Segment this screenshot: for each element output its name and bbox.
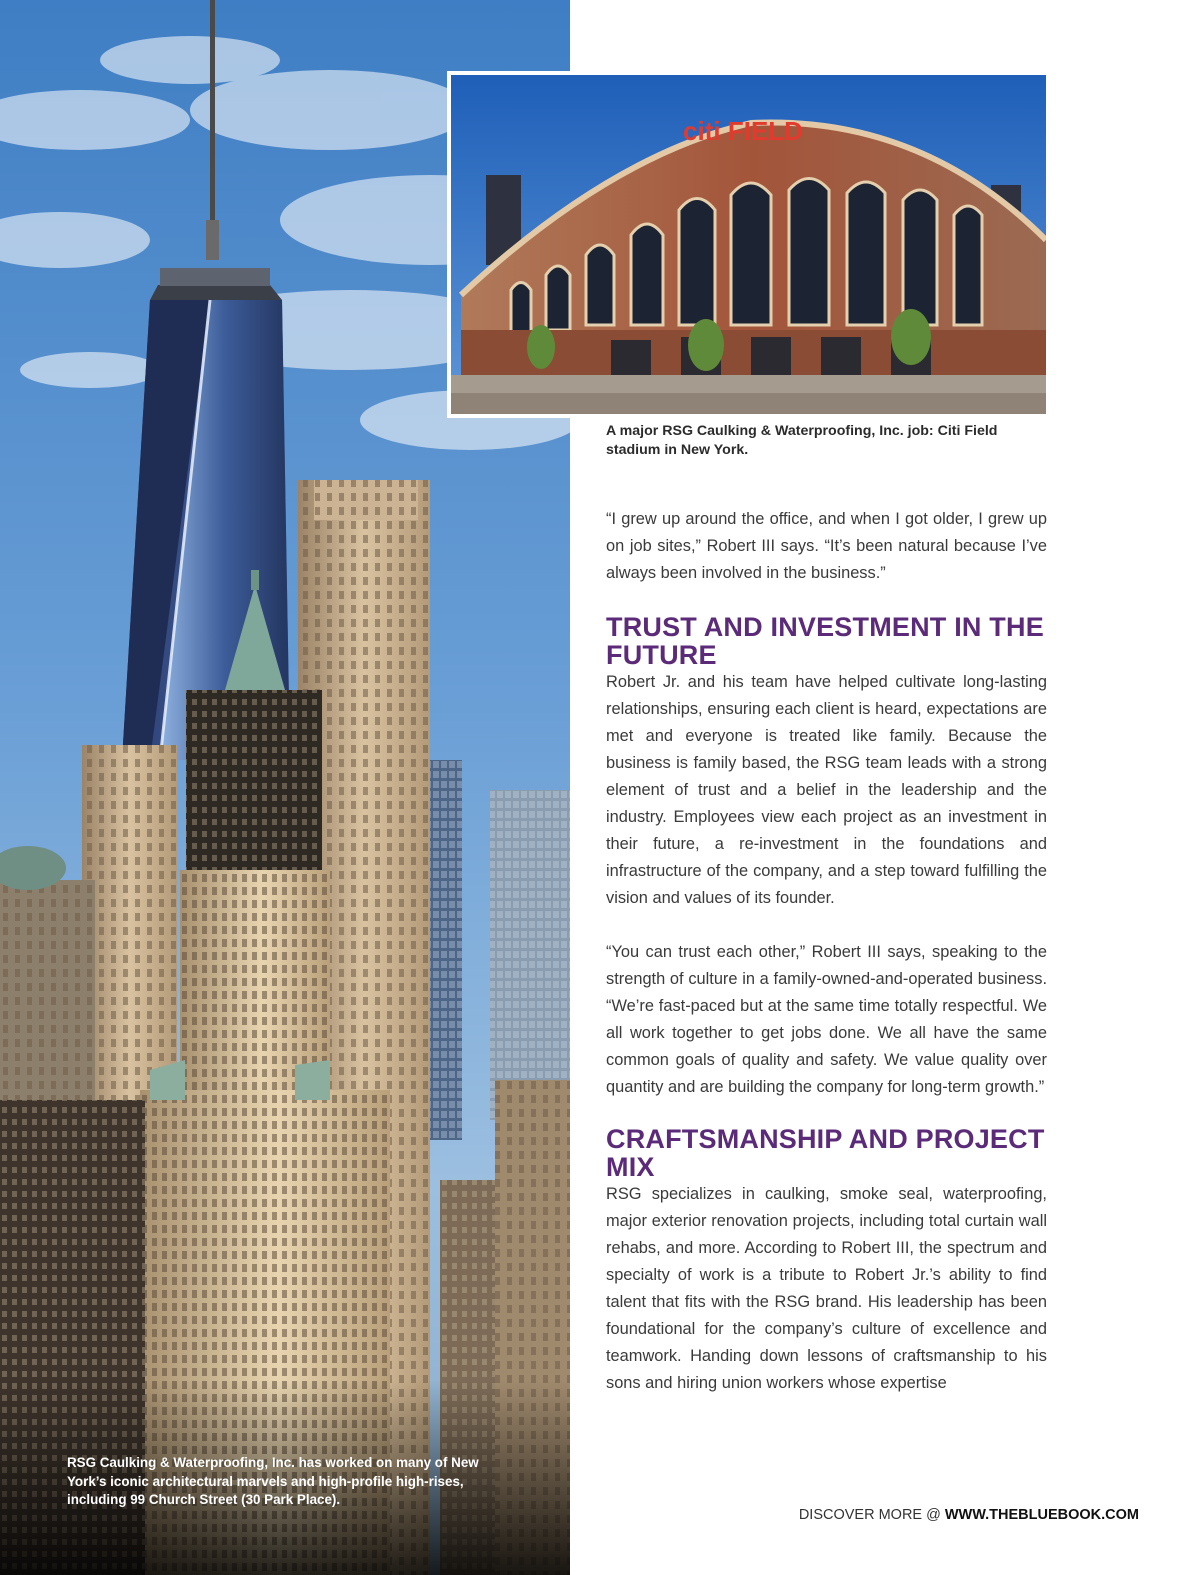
trust-paragraph-1: Robert Jr. and his team have helped cultivate long-lasting relationships, ensuring each client is heard, expectations are met and everyone is treated like family. Because the business is family based, the RSG team leads with a strong element of trust and a belief in the leadership and the industry. Employees view each project as an investment in their future, a re-investment in the foundations and infrastructure of the company, and a step toward fulfilling the vision and values of its founder. (606, 673, 1047, 907)
stadium-image (451, 75, 1046, 414)
section-heading-craftsmanship: CRAFTSMANSHIP AND PROJECT MIX (606, 1124, 1045, 1182)
footer-prefix: DISCOVER MORE @ (798, 1507, 945, 1523)
skyline-photo-caption: RSG Caulking & Waterproofing, Inc. has worked on many of New York’s iconic architectural marvels and high-profile high-rises, including 99 Church Street (30 Park Place). (67, 1455, 479, 1507)
stadium-sign: citi FIELD (683, 116, 803, 146)
trust-paragraph-2: “You can trust each other,” Robert III says, speaking to the strength of culture in a family-owned-and-operated business. “We’re fast-paced but at the same time totally respectful. We all work together to get jobs done. We all have the same common goals of quality and safety. We value quality over quantity and are building the company for long-term growth.” (606, 943, 1047, 1096)
footer-url-link[interactable]: WWW.THEBLUEBOOK.COM (944, 1507, 1139, 1523)
intro-paragraph: “I grew up around the office, and when I got older, I grew up on job sites,” Robert III says. “It’s been natural because I’ve always been involved in the business.” (606, 510, 1047, 582)
stadium-photo-caption: A major RSG Caulking & Waterproofing, Inc. job: Citi Field stadium in New York. (606, 423, 998, 458)
section-heading-trust: TRUST AND INVESTMENT IN THE FUTURE (606, 612, 1044, 670)
article-body (606, 506, 1047, 1397)
craftsmanship-paragraph-1: RSG specializes in caulking, smoke seal, waterproofing, major exterior renovation projects, including total curtain wall rehabs, and more. According to Robert III, the spectrum and specialty of work is a tribute to Robert Jr.’s ability to find talent that fits with the RSG brand. His leadership has been foundational for the company’s culture of excellence and teamwork. Handing down lessons of craftsmanship to his sons and hiring union workers whose expertise (606, 1185, 1047, 1392)
footer-discover-more (799, 1507, 1139, 1523)
stadium-photo (447, 71, 1050, 418)
